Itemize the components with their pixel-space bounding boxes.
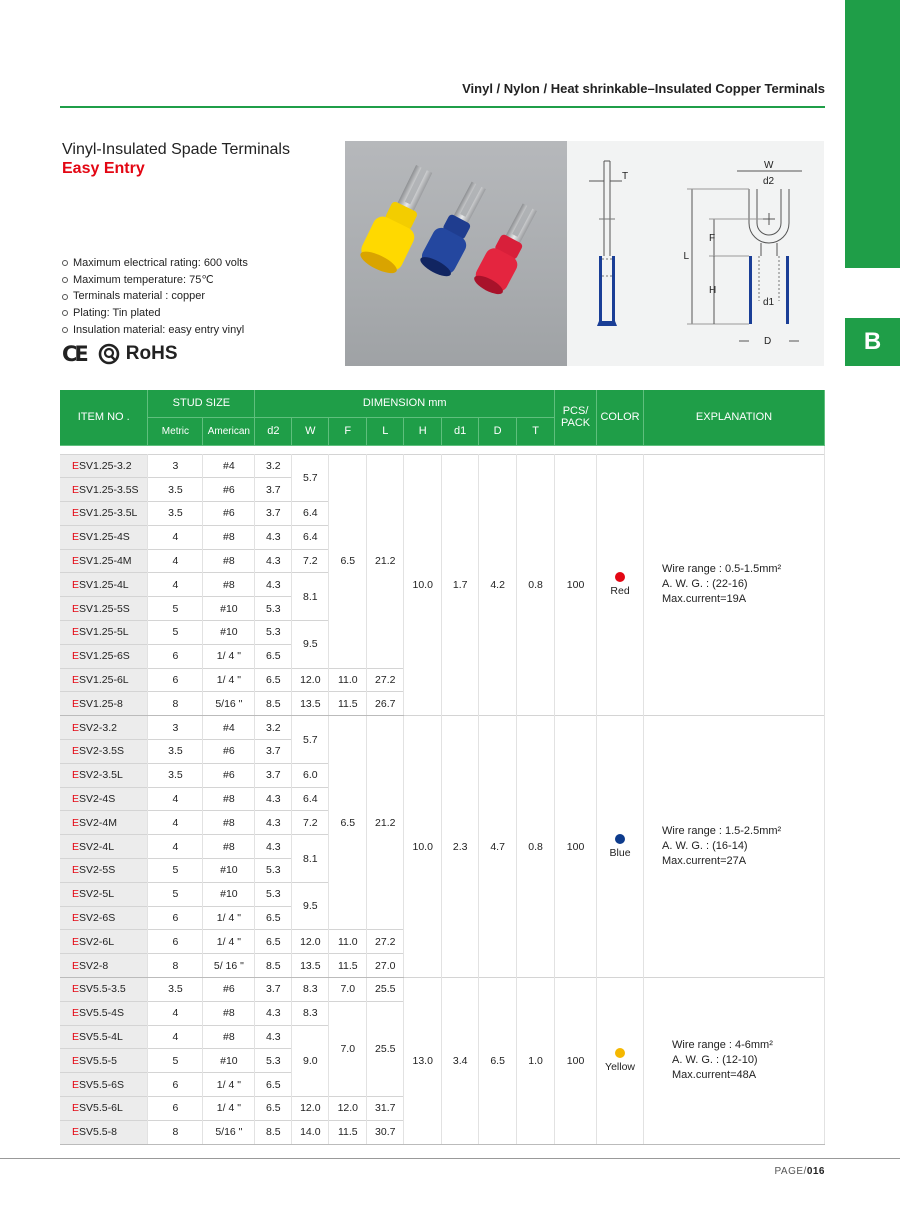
table-row: ESV5.5-6L 6 1/ 4 " 6.5 12.0 12.0 31.7 <box>60 1097 825 1121</box>
table-row: ESV1.25-6S 6 1/ 4 " 6.5 <box>60 644 825 668</box>
table-row: ESV1.25-4M 4 #8 4.3 7.2 <box>60 549 825 573</box>
color-dot-icon <box>615 834 625 844</box>
table-row: ESV2-4M 4 #8 4.3 7.2 <box>60 811 825 835</box>
header-h: H <box>404 417 442 445</box>
spec-list <box>62 255 248 339</box>
header-stud-size: STUD SIZE <box>148 390 255 417</box>
product-subtitle: Easy Entry <box>62 160 145 177</box>
section-b-tab <box>845 318 900 366</box>
header-divider <box>60 106 825 108</box>
table-row: ESV2-6L 6 1/ 4 " 6.5 12.0 11.0 27.2 <box>60 930 825 954</box>
table-row: ESV2-8 8 5/ 16 " 8.5 13.5 11.5 27.0 <box>60 954 825 978</box>
spec-table <box>60 390 825 1145</box>
header-pcs-pack: PCS/ PACK <box>555 390 597 445</box>
dimension-diagram <box>567 141 824 366</box>
header-color: COLOR <box>597 390 644 445</box>
color-dot-icon <box>615 1048 625 1058</box>
header-dimension: DIMENSION mm <box>255 390 555 417</box>
table-row: ESV1.25-3.2 3 #4 3.2 5.7 6.5 21.2 10.0 1.7 4.2 0.8 100 Red Wire range : 0.5-1.5mm² A. W. G. : (22-16) Max.current=19A <box>60 454 825 478</box>
table-row: ESV5.5-5 5 #10 5.3 <box>60 1049 825 1073</box>
header-t: T <box>517 417 555 445</box>
explanation-cell: Wire range : 4-6mm² A. W. G. : (12-10) Max.current=48A <box>644 978 825 1145</box>
table-row: ESV2-3.2 3 #4 3.2 5.7 6.5 21.2 10.0 2.3 4.7 0.8 100 Blue Wire range : 1.5-2.5mm² A. W. G. : (16-14) Max.current=27A <box>60 716 825 740</box>
spade-terminals-illustration <box>345 141 567 366</box>
certification-logos <box>62 342 178 366</box>
table-row: ESV1.25-4L 4 #8 4.3 8.1 <box>60 573 825 597</box>
table-row: ESV5.5-8 8 5/16 " 8.5 14.0 11.5 30.7 <box>60 1120 825 1144</box>
header-explanation: EXPLANATION <box>644 390 825 445</box>
spec-item: Maximum temperature: 75℃ <box>62 272 248 289</box>
header-metric: Metric <box>148 417 203 445</box>
table-row: ESV1.25-8 8 5/16 " 8.5 13.5 11.5 26.7 <box>60 692 825 716</box>
table-row: ESV5.5-4L 4 #8 4.3 9.0 <box>60 1025 825 1049</box>
table-row: ESV1.25-4S 4 #8 4.3 6.4 <box>60 525 825 549</box>
color-dot-icon <box>615 572 625 582</box>
section-tab <box>845 0 900 268</box>
bullet-icon <box>62 310 68 316</box>
table-row: ESV2-4L 4 #8 4.3 8.1 <box>60 835 825 859</box>
header-l: L <box>367 417 404 445</box>
header-d2: d2 <box>255 417 292 445</box>
table-row: ESV1.25-6L 6 1/ 4 " 6.5 12.0 11.0 27.2 <box>60 668 825 692</box>
header-f: F <box>329 417 367 445</box>
footer-divider <box>0 1158 900 1159</box>
color-cell: Yellow <box>597 978 644 1145</box>
label-d2: d2 <box>763 176 775 187</box>
group-sv1-25 <box>60 454 825 716</box>
spec-item: Insulation material: easy entry vinyl <box>62 322 248 339</box>
color-cell: Blue <box>597 716 644 978</box>
table-row: ESV1.25-5L 5 #10 5.3 9.5 <box>60 621 825 645</box>
bullet-icon <box>62 277 68 283</box>
header-item: ITEM NO . <box>60 390 148 445</box>
rohs-mark: RoHS <box>125 343 178 364</box>
spec-item: Terminals material : copper <box>62 288 248 305</box>
label-d1: d1 <box>763 297 775 308</box>
label-f: F <box>709 233 716 244</box>
table-row: ESV1.25-3.5S 3.5 #6 3.7 <box>60 478 825 502</box>
product-photo <box>345 141 567 366</box>
label-l: L <box>683 251 689 262</box>
group-sv2 <box>60 716 825 978</box>
table-row: ESV5.5-3.5 3.5 #6 3.7 8.3 7.0 25.5 13.0 3.4 6.5 1.0 100 Yellow Wire range : 4-6mm² A. W. G. : (12-10) Max.current=48A <box>60 978 825 1002</box>
color-cell: Red <box>597 454 644 716</box>
table-row: ESV1.25-3.5L 3.5 #6 3.7 6.4 <box>60 502 825 526</box>
table-row: ESV5.5-4S 4 #8 4.3 8.3 7.0 25.5 <box>60 1001 825 1025</box>
bullet-icon <box>62 327 68 333</box>
quality-seal-icon <box>98 343 120 365</box>
ce-mark: CE <box>62 342 86 366</box>
terminal-drawing <box>567 141 824 366</box>
header-american: American <box>203 417 255 445</box>
header-d: D <box>479 417 517 445</box>
explanation-cell: Wire range : 0.5-1.5mm² A. W. G. : (22-16) Max.current=19A <box>644 454 825 716</box>
spec-item: Maximum electrical rating: 600 volts <box>62 255 248 272</box>
table-row: ESV2-3.5S 3.5 #6 3.7 <box>60 740 825 764</box>
page-header-title: Vinyl / Nylon / Heat shrinkable–Insulated Copper Terminals <box>462 81 825 96</box>
table-row: ESV5.5-6S 6 1/ 4 " 6.5 <box>60 1073 825 1097</box>
header-w: W <box>292 417 329 445</box>
section-letter: B <box>863 328 882 355</box>
label-t: T <box>622 171 629 182</box>
table-row: ESV2-3.5L 3.5 #6 3.7 6.0 <box>60 763 825 787</box>
label-h: H <box>709 285 717 296</box>
label-d: D <box>764 336 772 347</box>
item-no: ESV1.25-3.2 <box>60 454 148 478</box>
table-row: ESV2-5L 5 #10 5.3 9.5 <box>60 882 825 906</box>
label-w: W <box>764 160 774 171</box>
explanation-cell: Wire range : 1.5-2.5mm² A. W. G. : (16-14) Max.current=27A <box>644 716 825 978</box>
table-row: ESV2-4S 4 #8 4.3 6.4 <box>60 787 825 811</box>
spec-item: Plating: Tin plated <box>62 305 248 322</box>
table-row: ESV2-6S 6 1/ 4 " 6.5 <box>60 906 825 930</box>
bullet-icon <box>62 294 68 300</box>
table-row: ESV1.25-5S 5 #10 5.3 <box>60 597 825 621</box>
product-title: Vinyl-Insulated Spade Terminals <box>62 141 290 158</box>
page-number: PAGE/016 <box>774 1166 825 1177</box>
group-sv5-5 <box>60 978 825 1145</box>
header-d1: d1 <box>442 417 479 445</box>
table-row: ESV2-5S 5 #10 5.3 <box>60 859 825 883</box>
bullet-icon <box>62 260 68 266</box>
